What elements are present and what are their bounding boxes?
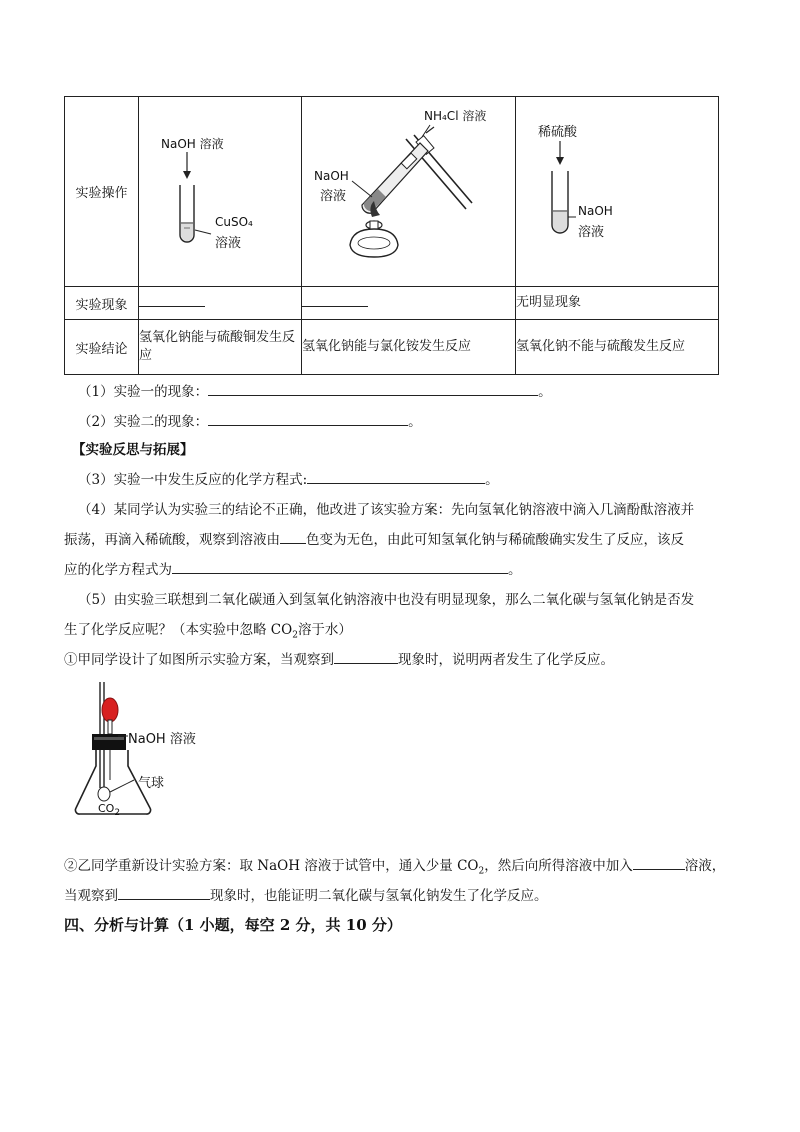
exp1-reagent-side-2: 溶液 bbox=[215, 236, 242, 251]
q1-answer-blank[interactable] bbox=[208, 381, 538, 396]
exp1-reagent-side-1: CuSO₄ bbox=[215, 215, 253, 229]
flask-label-naoh: NaOH 溶液 bbox=[128, 732, 196, 747]
question-1: （1）实验一的现象： 。 bbox=[78, 380, 552, 400]
flask-label-co2: $CO_2$ bbox=[98, 802, 121, 819]
exp3-reagent-side-2: 溶液 bbox=[578, 225, 605, 240]
question-4-line-1: （4）某同学认为实验三的结论不正确，他改进了该实验方案：先向氢氧化钠溶液中滴入几滴酚酞溶液并 bbox=[78, 502, 695, 518]
exp3-reagent-side-1: NaOH bbox=[578, 204, 613, 218]
experiment-table bbox=[64, 96, 719, 375]
exp3-test-tube-icon bbox=[516, 97, 719, 287]
question-4-line-2: 振荡，再滴入稀硫酸，观察到溶液由 色变为无色，由此可知氢氧化钠与稀硫酸确实发生了反应，该反 bbox=[64, 528, 684, 548]
question-4-line-3: 应的化学方程式为 。 bbox=[64, 558, 522, 578]
q5-2-phenomenon-blank[interactable] bbox=[118, 885, 210, 900]
q3-answer-blank[interactable] bbox=[307, 469, 485, 484]
exp2-phenomenon bbox=[302, 287, 516, 320]
exp2-reagent-side-2: 溶液 bbox=[320, 189, 347, 204]
exp3-reagent-top: 稀硫酸 bbox=[538, 125, 578, 140]
question-3: （3）实验一中发生反应的化学方程式: 。 bbox=[78, 468, 499, 488]
question-5-2-line-2: 当观察到 现象时，也能证明二氧化碳与氢氧化钠发生了化学反应。 bbox=[64, 884, 548, 904]
exp2-heating-apparatus-icon bbox=[302, 97, 516, 287]
exp2-phenomenon-blank[interactable] bbox=[302, 294, 368, 307]
co2-flask-figure bbox=[70, 680, 210, 820]
exp2-figure-cell bbox=[302, 97, 516, 287]
row-label-operation: 实验操作 bbox=[65, 97, 139, 287]
exp1-phenomenon-blank[interactable] bbox=[139, 294, 205, 307]
question-5-line-1: （5）由实验三联想到二氧化碳通入到氢氧化钠溶液中也没有明显现象，那么二氧化碳与氢氧化钠是否发 bbox=[78, 592, 695, 608]
q5-2-reagent-blank[interactable] bbox=[633, 855, 685, 870]
table-row-phenomenon bbox=[65, 287, 719, 320]
question-5-1: ①甲同学设计了如图所示实验方案，当观察到 现象时，说明两者发生了化学反应。 bbox=[64, 648, 614, 668]
flask-label-balloon: 气球 bbox=[138, 776, 165, 791]
section-four-heading: 四、分析与计算（1 小题，每空 2 分，共 10 分） bbox=[64, 916, 402, 934]
row-label-conclusion: 实验结论 bbox=[65, 320, 139, 375]
exp1-test-tube-icon bbox=[139, 97, 302, 287]
section-reflection-heading: 【实验反思与拓展】 bbox=[72, 442, 194, 458]
exp1-reagent-top: NaOH 溶液 bbox=[161, 137, 224, 151]
exp1-phenomenon bbox=[139, 287, 302, 320]
table-row-operation bbox=[65, 97, 719, 287]
exp2-reagent-side-1: NaOH bbox=[314, 169, 349, 183]
question-5-line-2: 生了化学反应呢？（本实验中忽略 $CO_2$溶于水） bbox=[64, 622, 352, 641]
table-row-conclusion bbox=[65, 320, 719, 375]
question-2: （2）实验二的现象： 。 bbox=[78, 410, 422, 430]
flask-apparatus-icon bbox=[70, 680, 210, 820]
q5-1-answer-blank[interactable] bbox=[334, 649, 398, 664]
exp3-conclusion: 氢氧化钠不能与硫酸发生反应 bbox=[516, 320, 719, 375]
exp2-conclusion: 氢氧化钠能与氯化铵发生反应 bbox=[302, 320, 516, 375]
exp3-figure-cell bbox=[516, 97, 719, 287]
exp1-figure-cell bbox=[139, 97, 302, 287]
exp3-phenomenon: 无明显现象 bbox=[516, 287, 719, 320]
exp2-reagent-top: NH₄Cl 溶液 bbox=[424, 109, 487, 123]
exp1-conclusion: 氢氧化钠能与硫酸铜发生反应 bbox=[139, 320, 302, 375]
q2-answer-blank[interactable] bbox=[208, 411, 408, 426]
question-5-2-line-1: ②乙同学重新设计实验方案：取 NaOH 溶液于试管中，通入少量 $CO_2$，然后向所得溶液中加入 溶液， bbox=[64, 854, 725, 877]
row-label-phenomenon: 实验现象 bbox=[65, 287, 139, 320]
q4-equation-blank[interactable] bbox=[172, 559, 508, 574]
q4-color-blank[interactable] bbox=[280, 529, 306, 544]
